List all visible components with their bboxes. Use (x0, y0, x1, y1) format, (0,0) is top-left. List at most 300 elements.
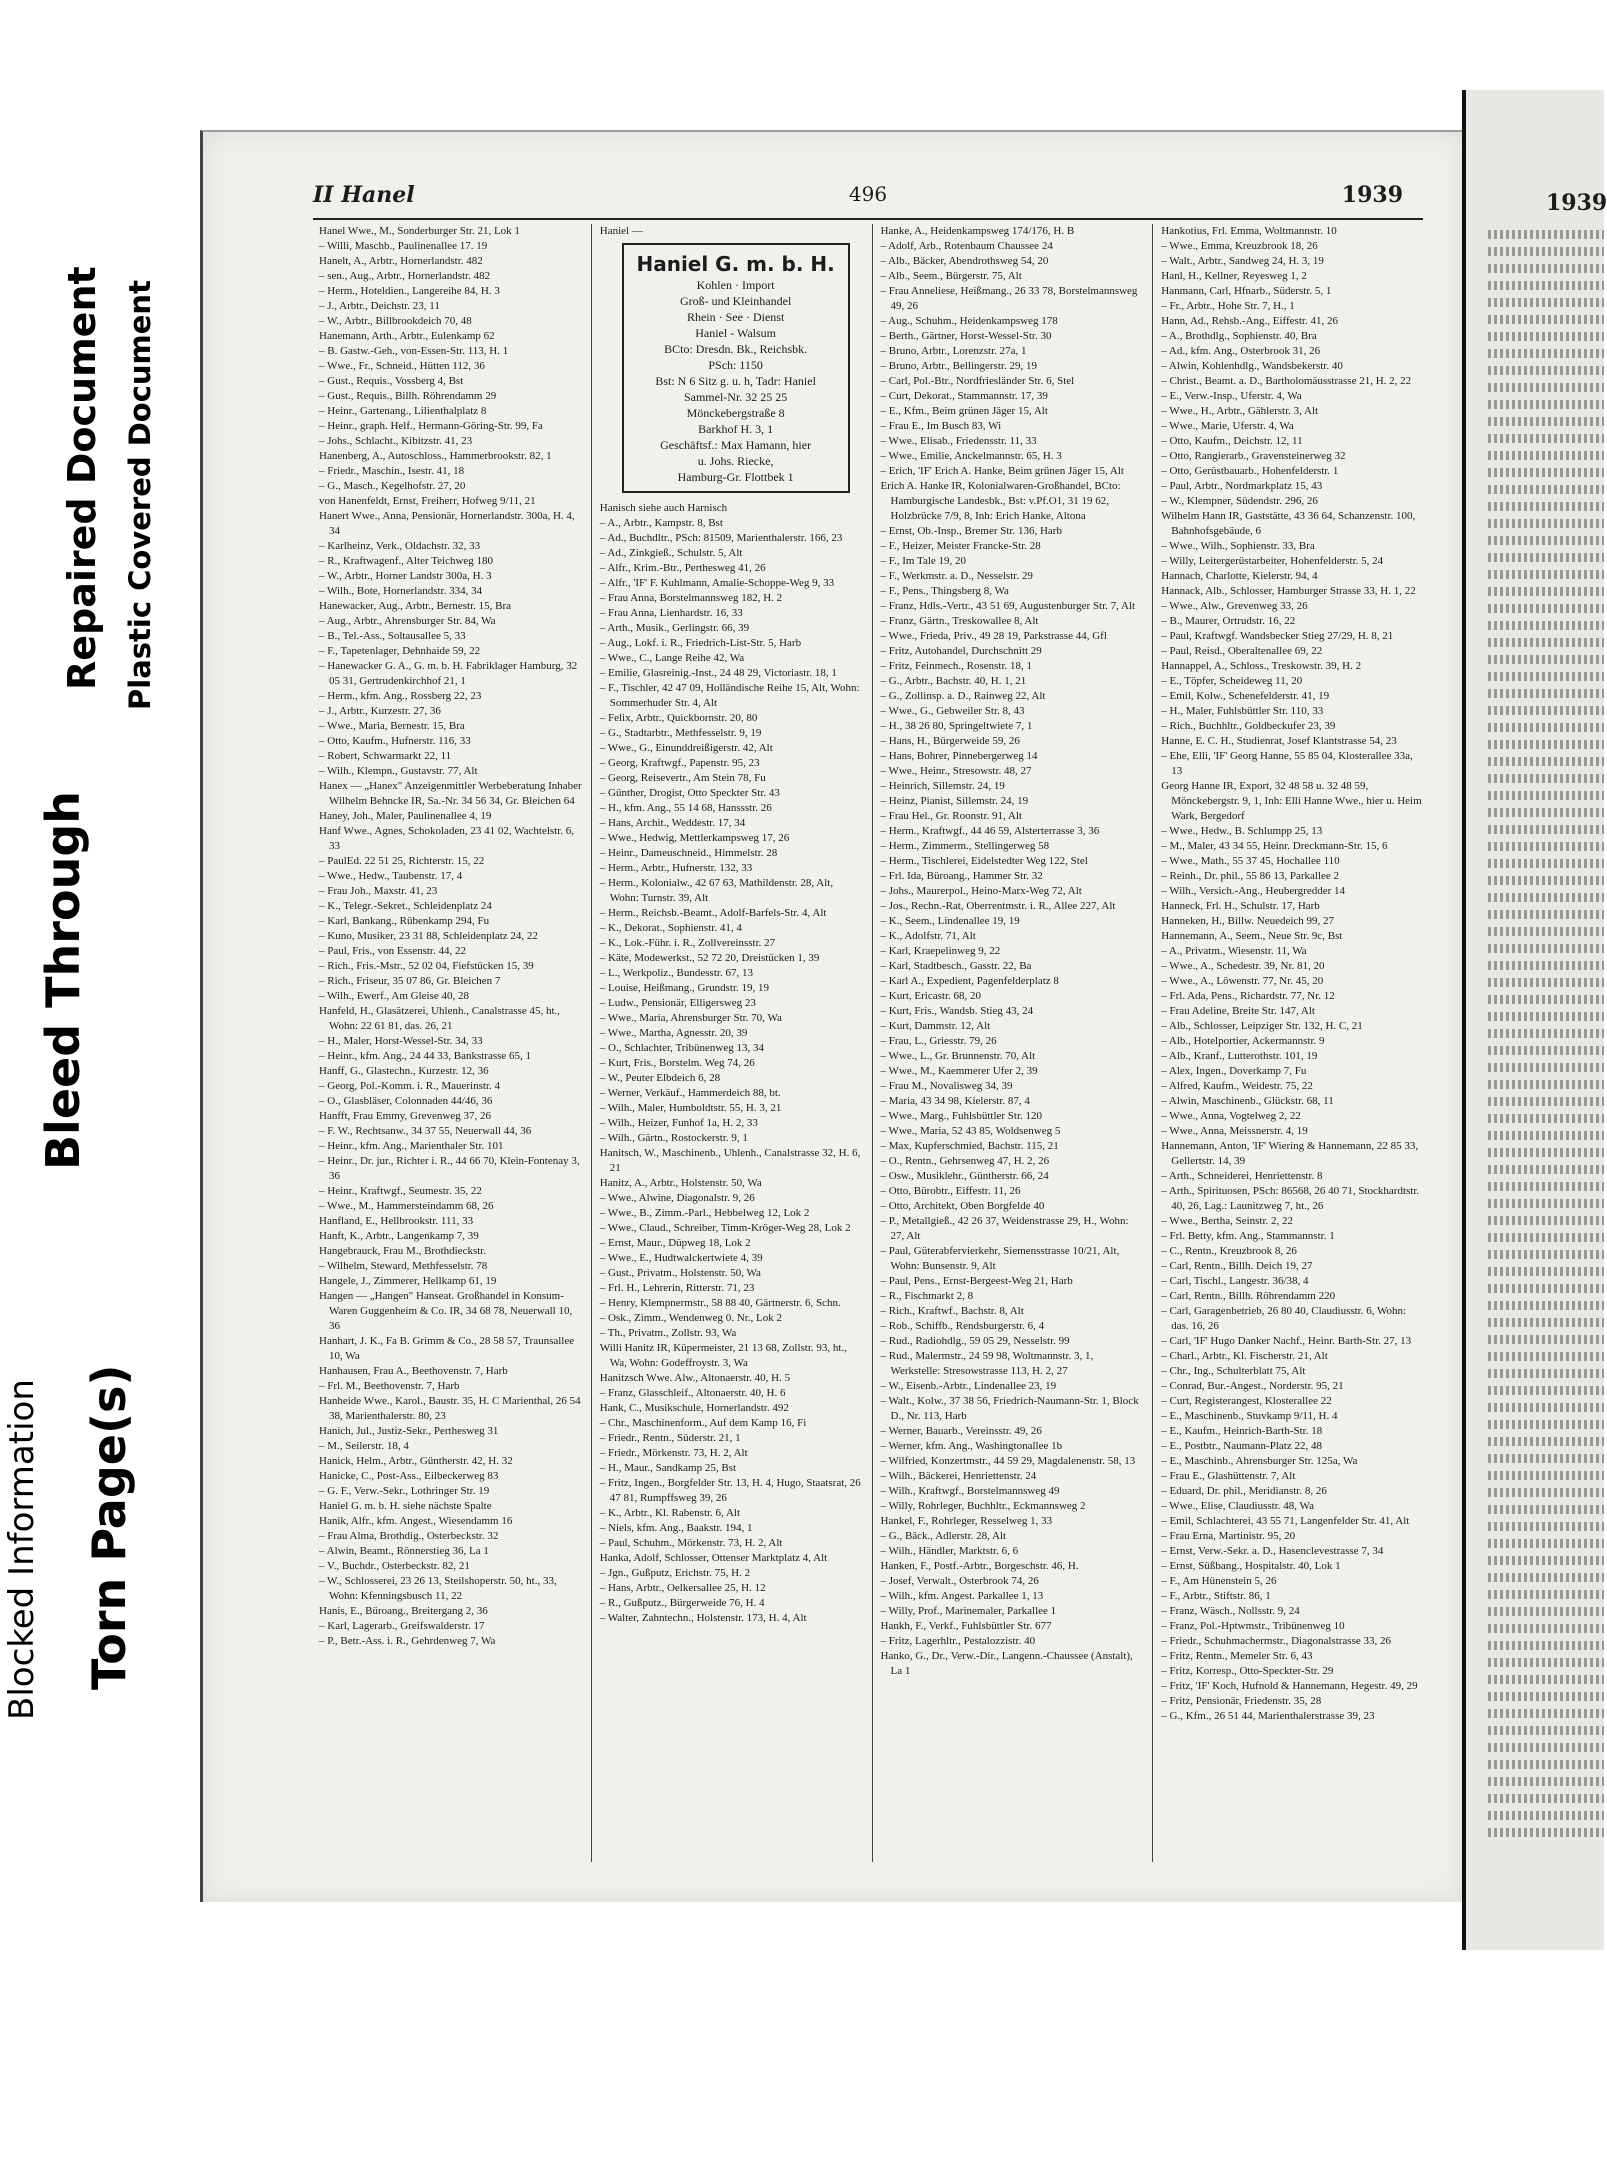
directory-entry: – Hans, Archit., Weddestr. 17, 34 (599, 817, 746, 829)
directory-entry: – B., Tel.-Ass., Soltausallee 5, 33 (319, 630, 466, 642)
side-labels (0, 220, 200, 2120)
adjacent-text-line (1488, 1488, 1604, 1497)
directory-entry: – G. F., Verw.-Sekr., Lothringer Str. 19 (319, 1485, 490, 1497)
directory-entry: – Bruno, Arbtr., Lorenzstr. 27a, 1 (880, 345, 1027, 357)
directory-entry: Hannemann, A., Seem., Neue Str. 9c, Bst (1161, 930, 1343, 942)
directory-entry: – Fritz, Pensionär, Friedenstr. 35, 28 (1161, 1695, 1322, 1707)
adjacent-text-line (1488, 230, 1604, 239)
directory-entry: – Osw., Musiklehr., Güntherstr. 66, 24 (880, 1170, 1049, 1182)
directory-entry: – G., Arbtr., Bachstr. 40, H. 1, 21 (880, 675, 1027, 687)
directory-entry: – Georg, Reisevertr., Am Stein 78, Fu (599, 772, 766, 784)
adjacent-text-line (1488, 672, 1604, 681)
directory-entry: – E., Postbtr., Naumann-Platz 22, 48 (1161, 1440, 1322, 1452)
directory-entry: – Otto, Kaufm., Deichstr. 12, 11 (1161, 435, 1303, 447)
directory-entry: – Wwe., Hedw., B. Schlumpp 25, 13 (1161, 825, 1323, 837)
directory-entry: – Fritz, Ingen., Borgfelder Str. 13, H. 4, Hugo, Staatsrat, 26 47 81, Rumpffsweg 39, 26 (599, 1477, 861, 1504)
directory-entry: – Alwin, Kohlenhdlg., Wandsbekerstr. 40 (1161, 360, 1343, 372)
adjacent-text-line (1488, 978, 1604, 987)
adjacent-text-line (1488, 689, 1604, 698)
directory-entry: – Wwe., Hedwig, Mettlerkampsweg 17, 26 (599, 832, 790, 844)
directory-entry: Hanex — „Hanex" Anzeigenmittler Werbeberatung Inhaber Wilhelm Behncke IR, Sa.-Nr. 34 56 34, Gr. Bleichen 64 (319, 780, 582, 807)
adjacent-text-line (1488, 961, 1604, 970)
directory-entry: – Aug., Lokf. i. R., Friedrich-List-Str. 5, Harb (599, 637, 802, 649)
directory-entry: – Frl. M., Beethovenstr. 7, Harb (319, 1380, 460, 1392)
directory-entry: – Heinz, Pianist, Sillemstr. 24, 19 (880, 795, 1029, 807)
directory-entry: – Wilh., Händler, Marktstr. 6, 6 (880, 1545, 1019, 1557)
directory-entry: – R., Kraftwagenf., Alter Teichweg 180 (319, 555, 494, 567)
directory-entry: Willi Hanitz IR, Küpermeister, 21 13 68, Zollstr. 93, ht., Wa, Wohn: Godeffroystr. 3, Wa (599, 1342, 847, 1369)
directory-entry: – Alb., Hotelportier, Ackermannstr. 9 (1161, 1035, 1325, 1047)
directory-entry: – V., Buchdr., Osterbeckstr. 82, 21 (319, 1560, 470, 1572)
directory-entry: Hanff, G., Glastechn., Kurzestr. 12, 36 (319, 1065, 489, 1077)
adjacent-text-line (1488, 366, 1604, 375)
adjacent-text-line (1488, 1216, 1604, 1225)
adjacent-text-line (1488, 842, 1604, 851)
directory-entry: – Herm., Tischlerei, Eidelstedter Weg 122, Stel (880, 855, 1088, 867)
directory-entry: – Alb., Bäcker, Abendrothsweg 54, 20 (880, 255, 1049, 267)
directory-entry: – M., Maler, 43 34 55, Heinr. Dreckmann-Str. 15, 6 (1161, 840, 1388, 852)
adjacent-text-line (1488, 740, 1604, 749)
adjacent-text-line (1488, 315, 1604, 324)
directory-entry: – Wwe., A., Schedestr. 39, Nr. 81, 20 (1161, 960, 1325, 972)
directory-entry: – Friedr., Schuhmachermstr., Diagonalstrasse 33, 26 (1161, 1635, 1391, 1647)
directory-entry: Hankh, F., Verkf., Fuhlsbüttler Str. 677 (880, 1620, 1052, 1632)
directory-entry: – K., Adolfstr. 71, Alt (880, 930, 976, 942)
directory-entry: – Hans, H., Bürgerweide 59, 26 (880, 735, 1020, 747)
adjacent-text-line (1488, 1318, 1604, 1327)
directory-entry: – F., Tischler, 42 47 09, Holländische Reihe 15, Alt, Wohn: Sommerhuder Str. 4, Alt (599, 682, 860, 709)
directory-entry: – H., 38 26 80, Springeltwiete 7, 1 (880, 720, 1033, 732)
directory-entry: – Frau Adeline, Breite Str. 147, Alt (1161, 1005, 1315, 1017)
directory-entry: – Heinr., Dameuschneid., Himmelstr. 28 (599, 847, 778, 859)
adjacent-text-line (1488, 910, 1604, 919)
directory-entry: – Georg, Kraftwgf., Papenstr. 95, 23 (599, 757, 760, 769)
directory-entry: – W., Arbtr., Horner Landstr 300a, H. 3 (319, 570, 492, 582)
directory-entry: – Johs., Maurerpol., Heino-Marx-Weg 72, Alt (880, 885, 1082, 897)
ad-line: BCto: Dresdn. Bk., Reichsbk. (664, 342, 808, 356)
directory-entry: Hann, Ad., Rehsb.-Ang., Eiffestr. 41, 26 (1161, 315, 1338, 327)
directory-entry: Hanelt, A., Arbtr., Hornerlandstr. 482 (319, 255, 483, 267)
directory-entry: – Wilh., Versich.-Ang., Heubergredder 14 (1161, 885, 1346, 897)
directory-entry: – Chr., Ing., Schulterblatt 75, Alt (1161, 1365, 1306, 1377)
directory-entry: – Reinh., Dr. phil., 55 86 13, Parkallee 2 (1161, 870, 1340, 882)
directory-entry: – Chr., Maschinenform., Auf dem Kamp 16, Fi (599, 1417, 807, 1429)
directory-entry: – Johs., Schlacht., Kibitzstr. 41, 23 (319, 435, 473, 447)
directory-entry: Hanemann, Arth., Arbtr., Eulenkamp 62 (319, 330, 495, 342)
directory-entry: – Felix, Arbtr., Quickbornstr. 20, 80 (599, 712, 758, 724)
adjacent-text-line (1488, 570, 1604, 579)
directory-entry: – L., Werkpoliz., Bundesstr. 67, 13 (599, 967, 753, 979)
directory-entry: – Aug., Schuhm., Heidenkampsweg 178 (880, 315, 1058, 327)
directory-entry: – W., Schlosserei, 23 26 13, Steilshoperstr. 50, ht., 33, Wohn: Kfenningsbusch 11, 22 (319, 1575, 557, 1602)
adjacent-text-line (1488, 1386, 1604, 1395)
directory-entry: – Wwe., Alw., Grevenweg 33, 26 (1161, 600, 1308, 612)
directory-entry: – Fr., Arbtr., Hohe Str. 7, H., 1 (1161, 300, 1295, 312)
directory-entry: – F., Im Tale 19, 20 (880, 555, 967, 567)
label-plastic-covered-document: Plastic Covered Document (123, 280, 157, 710)
directory-entry: – Frau E., Im Busch 83, Wi (880, 420, 1002, 432)
adjacent-text-line (1488, 553, 1604, 562)
directory-entry: – Karl A., Expedient, Pagenfelderplatz 8 (880, 975, 1059, 987)
directory-entry: – Rich., Buchhltr., Goldbeckufer 23, 39 (1161, 720, 1336, 732)
directory-entry: – K., Lok.-Führ. i. R., Zollvereinsstr. 27 (599, 937, 776, 949)
adjacent-text-line (1488, 1063, 1604, 1072)
ad-line: Mönckebergstraße 8 (686, 406, 785, 420)
adjacent-text-line (1488, 1641, 1604, 1650)
directory-entry: – G., Stadtarbtr., Methfesselstr. 9, 19 (599, 727, 762, 739)
directory-entry: – Wwe., Elise, Claudiusstr. 48, Wa (1161, 1500, 1314, 1512)
ad-line: Hamburg-Gr. Flottbek 1 (677, 470, 794, 484)
adjacent-text-line (1488, 349, 1604, 358)
directory-entry: – Frl. Ada, Pens., Richardstr. 77, Nr. 12 (1161, 990, 1335, 1002)
directory-entry: – Alfred, Kaufm., Weidestr. 75, 22 (1161, 1080, 1313, 1092)
adjacent-text-line (1488, 1437, 1604, 1446)
directory-entry: – Frau Alma, Brothdig., Osterbeckstr. 32 (319, 1530, 499, 1542)
adjacent-text-line (1488, 281, 1604, 290)
adjacent-text-line (1488, 1284, 1604, 1293)
directory-entry: – Ad., Buchdltr., PSch: 81509, Marienthalerstr. 166, 23 (599, 532, 843, 544)
adjacent-page-edge (1462, 90, 1607, 1950)
directory-entry: – Paul, Kraftwgf. Wandsbecker Stieg 27/29, H. 8, 21 (1161, 630, 1394, 642)
adjacent-text-line (1488, 1131, 1604, 1140)
directory-entry: Hanfeld, H., Glasätzerei, Uhlenh., Canalstrasse 45, ht., Wohn: 22 61 81, das. 26, 21 (319, 1005, 561, 1032)
directory-entry: – E., Verw.-Insp., Uferstr. 4, Wa (1161, 390, 1302, 402)
directory-entry: – F., Werkmstr. a. D., Nesselstr. 29 (880, 570, 1033, 582)
adjacent-text-line (1488, 1012, 1604, 1021)
directory-entry: – Frau Anneliese, Heißmang., 26 33 78, Borstelmannsweg 49, 26 (880, 285, 1138, 312)
column-2-heading: Haniel — (599, 225, 643, 237)
directory-entry: Hanick, Helm., Arbtr., Güntherstr. 42, H. 32 (319, 1455, 513, 1467)
directory-entry: – Frl. H., Lehrerin, Ritterstr. 71, 23 (599, 1282, 755, 1294)
directory-entry: – F., Tapetenlager, Dehnhaide 59, 22 (319, 645, 481, 657)
adjacent-text-line (1488, 1369, 1604, 1378)
adjacent-text-line (1488, 383, 1604, 392)
adjacent-text-line (1488, 1675, 1604, 1684)
directory-entry: – F., Heizer, Meister Francke-Str. 28 (880, 540, 1041, 552)
directory-entry: Hankotius, Frl. Emma, Woltmannstr. 10 (1161, 225, 1337, 237)
ad-line: Rhein · See · Dienst (686, 310, 785, 324)
directory-entry: – Wwe., Emilie, Anckelmannstr. 65, H. 3 (880, 450, 1062, 462)
directory-entry: – Arth., Musik., Gerlingstr. 66, 39 (599, 622, 750, 634)
directory-entry: – M., Seilerstr. 18, 4 (319, 1440, 409, 1452)
adjacent-text-line (1488, 876, 1604, 885)
adjacent-text-line (1488, 995, 1604, 1004)
directory-entry: – Wilh., Klempn., Gustavstr. 77, Alt (319, 765, 478, 777)
directory-entry: – Paul, Arbtr., Nordmarkplatz 15, 43 (1161, 480, 1323, 492)
directory-entry: Hanis, E., Büroang., Breitergang 2, 36 (319, 1605, 488, 1617)
directory-entry: Hanicke, C., Post-Ass., Eilbeckerweg 83 (319, 1470, 499, 1482)
directory-columns (311, 224, 1433, 1862)
directory-entry: – Aug., Arbtr., Ahrensburger Str. 84, Wa (319, 615, 496, 627)
directory-entry: Hanka, Adolf, Schlosser, Ottenser Marktplatz 4, Alt (599, 1552, 828, 1564)
directory-entry: – F., Arbtr., Stiftstr. 86, 1 (1161, 1590, 1271, 1602)
directory-entry: – Josef, Verwalt., Osterbrook 74, 26 (880, 1575, 1039, 1587)
directory-entry: – Wilh., Ewerf., Am Gleise 40, 28 (319, 990, 469, 1002)
directory-entry: – Rich., Fris.-Mstr., 52 02 04, Fiefstücken 15, 39 (319, 960, 534, 972)
section-heading: II Hanel (313, 182, 415, 208)
directory-entry: – Herm., Kolonialw., 42 67 63, Mathildenstr. 28, Alt, Wohn: Turnstr. 39, Alt (599, 877, 834, 904)
directory-entry: – Jos., Rechn.-Rat, Oberrentmstr. i. R., Allee 227, Alt (880, 900, 1116, 912)
directory-entry: Haniel G. m. b. H. siehe nächste Spalte (319, 1500, 492, 1512)
directory-entry: – Wwe., C., Lange Reihe 42, Wa (599, 652, 745, 664)
directory-entry: – Charl., Arbtr., Kl. Fischerstr. 21, Alt (1161, 1350, 1328, 1362)
adjacent-text-line (1488, 638, 1604, 647)
directory-entry: – Paul, Güterabfervierkehr, Siemensstrasse 10/21, Alt, Wohn: Bunsenstr. 9, Alt (880, 1245, 1120, 1272)
directory-entry: – K., Dekorat., Sophienstr. 41, 4 (599, 922, 742, 934)
directory-entry: – Wwe., Maria, 52 43 85, Woldsenweg 5 (880, 1125, 1061, 1137)
directory-entry: – Wwe., A., Löwenstr. 77, Nr. 45, 20 (1161, 975, 1324, 987)
directory-entry: Hannack, Alb., Schlosser, Hamburger Strasse 33, H. 1, 22 (1161, 585, 1416, 597)
adjacent-text-line (1488, 1114, 1604, 1123)
directory-entry: – Wwe., Fr., Schneid., Hütten 112, 36 (319, 360, 485, 372)
directory-entry: – Kurt, Ericastr. 68, 20 (880, 990, 982, 1002)
directory-entry: – Wwe., Alwine, Diagonalstr. 9, 26 (599, 1192, 755, 1204)
label-torn-pages: Torn Page(s) (82, 1364, 136, 1690)
directory-entry: – Heinr., kfm. Ang., Marienthaler Str. 101 (319, 1140, 504, 1152)
directory-entry: – Rich., Kraftwf., Bachstr. 8, Alt (880, 1305, 1024, 1317)
directory-entry: – G., Masch., Kegelhofstr. 27, 20 (319, 480, 466, 492)
directory-entry: Hanfland, E., Hellbrookstr. 111, 33 (319, 1215, 474, 1227)
directory-entry: – Heinrich, Sillemstr. 24, 19 (880, 780, 1005, 792)
directory-entry: – Friedr., Maschin., Isestr. 41, 18 (319, 465, 465, 477)
directory-entry: – R., Fischmarkt 2, 8 (880, 1290, 974, 1302)
directory-entry: – Carl, Pol.-Btr., Nordfriesländer Str. 6, Stel (880, 375, 1075, 387)
directory-entry: – Wwe., Wilh., Sophienstr. 33, Bra (1161, 540, 1315, 552)
directory-entry: – O., Schlachter, Tribünenweg 13, 34 (599, 1042, 764, 1054)
directory-entry: – Friedr., Rentn., Süderstr. 21, 1 (599, 1432, 741, 1444)
directory-entry: – B. Gastw.-Geh., von-Essen-Str. 113, H. 1 (319, 345, 509, 357)
scanned-page (200, 130, 1463, 1902)
directory-entry: – Wwe., G., Gebweiler Str. 8, 43 (880, 705, 1025, 717)
adjacent-text-line (1488, 1352, 1604, 1361)
ad-line: Groß- und Kleinhandel (679, 294, 792, 308)
directory-entry: – Wwe., L., Gr. Brunnenstr. 70, Alt (880, 1050, 1036, 1062)
adjacent-text-line (1488, 1199, 1604, 1208)
directory-entry: – Wwe., Heinr., Stresowstr. 48, 27 (880, 765, 1032, 777)
directory-entry: – E., Kaufm., Heinrich-Barth-Str. 18 (1161, 1425, 1323, 1437)
directory-entry: – Rud., Radiohdlg., 59 05 29, Nesselstr. 99 (880, 1335, 1070, 1347)
directory-entry: – Hanewacker G. A., G. m. b. H. Fabriklager Hamburg, 32 05 31, Gertrudenkirchhof 21, 1 (319, 660, 578, 687)
directory-entry: Hanich, Jul., Justiz-Sekr., Perthesweg 31 (319, 1425, 499, 1437)
adjacent-text-line (1488, 1301, 1604, 1310)
directory-entry: Hannach, Charlotte, Kielerstr. 94, 4 (1161, 570, 1318, 582)
directory-entry: – Wwe., B., Zimm.-Parl., Hebbelweg 12, Lok 2 (599, 1207, 810, 1219)
directory-entry: – Jgn., Gußputz, Erichstr. 75, H. 2 (599, 1567, 751, 1579)
directory-entry: – Wwe., Bertha, Seinstr. 2, 22 (1161, 1215, 1294, 1227)
directory-entry: – Frau Anna, Borstelmannsweg 182, H. 2 (599, 592, 783, 604)
directory-entry: – Otto, Rangierarb., Gravensteinerweg 32 (1161, 450, 1346, 462)
directory-entry: Hannemann, Anton, 'IF' Wiering & Hannemann, 22 85 33, Gellertstr. 14, 39 (1161, 1140, 1419, 1167)
directory-entry: – Frau Joh., Maxstr. 41, 23 (319, 885, 438, 897)
directory-entry: – Fritz, 'IF' Koch, Hufnold & Hannemann, Hegestr. 49, 29 (1161, 1680, 1418, 1692)
directory-entry: Hanert Wwe., Anna, Pensionär, Hornerlandstr. 300a, H. 4, 34 (319, 510, 575, 537)
ad-line: u. Johs. Riecke, (697, 454, 774, 468)
adjacent-text-line (1488, 485, 1604, 494)
directory-entry: – Curt, Registerangest, Klosterallee 22 (1161, 1395, 1332, 1407)
adjacent-text-line (1488, 1658, 1604, 1667)
directory-entry: – Fritz, Feinmech., Rosenstr. 18, 1 (880, 660, 1033, 672)
directory-entry: – Robert, Schwarmarkt 22, 11 (319, 750, 452, 762)
directory-entry: – Georg, Pol.-Komm. i. R., Mauerinstr. 4 (319, 1080, 500, 1092)
directory-entry: – Herm., Reichsb.-Beamt., Adolf-Barfels-Str. 4, Alt (599, 907, 827, 919)
adjacent-text-line (1488, 1335, 1604, 1344)
directory-entry: – Wwe., Marie, Uferstr. 4, Wa (1161, 420, 1294, 432)
directory-entry: Hanft, K., Arbtr., Langenkamp 7, 39 (319, 1230, 479, 1242)
directory-entry: – Wwe., M., Kaemmerer Ufer 2, 39 (880, 1065, 1038, 1077)
directory-entry: – A., Privatm., Wiesenstr. 11, Wa (1161, 945, 1307, 957)
ad-title: Haniel G. m. b. H. (636, 252, 835, 276)
adjacent-text-line (1488, 519, 1604, 528)
directory-entry: – Franz, Gärtn., Treskowallee 8, Alt (880, 615, 1039, 627)
adjacent-text-line (1488, 1726, 1604, 1735)
directory-entry: – H., kfm. Ang., 55 14 68, Hanssstr. 26 (599, 802, 772, 814)
adjacent-text-line (1488, 1165, 1604, 1174)
directory-entry: – Werner, kfm. Ang., Washingtonallee 1b (880, 1440, 1063, 1452)
adjacent-text-line (1488, 1709, 1604, 1718)
directory-entry: – A., Brothdlg., Sophienstr. 40, Bra (1161, 330, 1317, 342)
directory-entry: – Max, Kupferschmied, Bachstr. 115, 21 (880, 1140, 1059, 1152)
directory-entry: – K., Arbtr., Kl. Rabenstr. 6, Alt (599, 1507, 740, 1519)
directory-entry: – Paul, Reisd., Oberaltenallee 69, 22 (1161, 645, 1323, 657)
adjacent-text-line (1488, 1420, 1604, 1429)
page-number: 496 (848, 182, 888, 206)
directory-entry: – B., Maurer, Ortrudstr. 16, 22 (1161, 615, 1296, 627)
directory-entry: von Hanenfeldt, Ernst, Freiherr, Hofweg 9/11, 21 (319, 495, 536, 507)
directory-entry: Hanitsch, W., Maschinenb., Uhlenh., Canalstrasse 32, H. 6, 21 (599, 1147, 861, 1174)
directory-entry: Hanke, A., Heidenkampsweg 174/176, H. B (880, 225, 1075, 237)
directory-entry: – Willi, Maschb., Paulinenallee 17. 19 (319, 240, 488, 252)
directory-entry: – Herm., Kraftwgf., 44 46 59, Alsterterrasse 3, 36 (880, 825, 1100, 837)
directory-entry: – Emil, Kolw., Schenefelderstr. 41, 19 (1161, 690, 1330, 702)
directory-entry: – G., Kfm., 26 51 44, Marienthalerstrasse 39, 23 (1161, 1710, 1375, 1722)
ad-line: Geschäftsf.: Max Hamann, hier (660, 438, 812, 452)
directory-entry: – Wwe., Martha, Agnesstr. 20, 39 (599, 1027, 748, 1039)
adjacent-text-line (1488, 1233, 1604, 1242)
adjacent-text-line (1488, 1760, 1604, 1769)
directory-entry: Hanel Wwe., M., Sonderburger Str. 21, Lok 1 (319, 225, 520, 237)
directory-entry: – Conrad, Bur.-Angest., Norderstr. 95, 21 (1161, 1380, 1344, 1392)
adjacent-text-line (1488, 332, 1604, 341)
directory-entry: – Wwe., Math., 55 37 45, Hochallee 110 (1161, 855, 1340, 867)
directory-entry: – Wilh., kfm. Angest. Parkallee 1, 13 (880, 1590, 1044, 1602)
adjacent-text-line (1488, 1692, 1604, 1701)
directory-entry: – O., Glasbläser, Colonnaden 44/46, 36 (319, 1095, 493, 1107)
directory-entry: Hanitzsch Wwe. Alw., Altonaerstr. 40, H. 5 (599, 1372, 791, 1384)
directory-entry: – Wilhelm, Steward, Methfesselstr. 78 (319, 1260, 488, 1272)
adjacent-text-line (1488, 893, 1604, 902)
directory-entry: – F. W., Rechtsanw., 34 37 55, Neuerwall 44, 36 (319, 1125, 532, 1137)
adjacent-text-line (1488, 1624, 1604, 1633)
directory-entry: – W., Eisenb.-Arbtr., Lindenallee 23, 19 (880, 1380, 1057, 1392)
directory-entry: – E., Maschinb., Ahrensburger Str. 125a, Wa (1161, 1455, 1358, 1467)
directory-entry: Hanhausen, Frau A., Beethovenstr. 7, Harb (319, 1365, 508, 1377)
directory-entry: – Walt., Arbtr., Sandweg 24, H. 3, 19 (1161, 255, 1324, 267)
adjacent-text-line (1488, 1777, 1604, 1786)
directory-entry: – Ad., Zinkgieß., Schulstr. 5, Alt (599, 547, 743, 559)
directory-entry: Hanisch siehe auch Harnisch (599, 502, 728, 514)
directory-entry: Hanneken, H., Billw. Neuedeich 99, 27 (1161, 915, 1335, 927)
adjacent-text-line (1488, 621, 1604, 630)
directory-entry: Hanitz, A., Arbtr., Holstenstr. 50, Wa (599, 1177, 762, 1189)
directory-entry: – Wilh., Bäckerei, Henriettenstr. 24 (880, 1470, 1037, 1482)
directory-entry: – Carl, 'IF' Hugo Danker Nachf., Heinr. Barth-Str. 27, 13 (1161, 1335, 1412, 1347)
page-header (313, 182, 1423, 218)
directory-entry: – Karl, Kraepelinweg 9, 22 (880, 945, 1001, 957)
directory-entry: – H., Maler, Horst-Wessel-Str. 34, 33 (319, 1035, 483, 1047)
directory-entry: Hanik, Alfr., kfm. Angest., Wiesendamm 16 (319, 1515, 513, 1527)
directory-entry: – Herm., Hoteldien., Langereihe 84, H. 3 (319, 285, 500, 297)
directory-entry: – Wilh., Gärtn., Rostockerstr. 9, 1 (599, 1132, 748, 1144)
directory-entry: – Gust., Requis., Vossberg 4, Bst (319, 375, 464, 387)
adjacent-text-line (1488, 723, 1604, 732)
label-bleed-through: Bleed Through (36, 790, 90, 1170)
directory-entry: – Karl, Stadtbesch., Gasstr. 22, Ba (880, 960, 1032, 972)
directory-entry: – Niels, kfm. Ang., Baakstr. 194, 1 (599, 1522, 753, 1534)
directory-entry: – Alfr., Krim.-Btr., Perthesweg 41, 26 (599, 562, 766, 574)
directory-entry: – Hans, Bohrer, Pinnebergerweg 14 (880, 750, 1038, 762)
directory-entry: – Karl, Lagerarb., Greifswalderstr. 17 (319, 1620, 485, 1632)
adjacent-text-line (1488, 655, 1604, 664)
adjacent-text-line (1488, 264, 1604, 273)
label-blocked-information: Blocked Information (2, 1379, 42, 1720)
directory-entry: – Carl, Rentn., Billh. Deich 19, 27 (1161, 1260, 1313, 1272)
directory-entry: – Herm., Zimmerm., Stellingerweg 58 (880, 840, 1050, 852)
adjacent-text-line (1488, 1097, 1604, 1106)
directory-entry: – F., Am Hünenstein 5, 26 (1161, 1575, 1277, 1587)
directory-entry: – O., Rentn., Gehrsenweg 47, H. 2, 26 (880, 1155, 1050, 1167)
directory-entry: – H., Maler, Fuhlsbüttler Str. 110, 33 (1161, 705, 1324, 717)
directory-entry: – Wwe., Elisab., Friedensstr. 11, 33 (880, 435, 1037, 447)
directory-entry: – Karl, Bankang., Rübenkamp 294, Fu (319, 915, 490, 927)
adjacent-text-line (1488, 1539, 1604, 1548)
ad-line: Haniel - Walsum (695, 326, 777, 340)
adjacent-text-line (1488, 1403, 1604, 1412)
directory-entry: – Adolf, Arb., Rotenbaum Chaussee 24 (880, 240, 1053, 252)
directory-entry: – Paul, Schuhm., Mörkenstr. 73, H. 2, Alt (599, 1537, 783, 1549)
ad-line: Kohlen · Import (696, 278, 775, 292)
directory-entry: – W., Klempner, Südendstr. 296, 26 (1161, 495, 1318, 507)
directory-entry: – Ehe, Elli, 'IF' Georg Hanne, 55 85 04, Klosterallee 33a, 13 (1161, 750, 1413, 777)
directory-entry: – Ernst, Ob.-Insp., Bremer Str. 136, Harb (880, 525, 1062, 537)
directory-entry: – Willy, Rohrleger, Buchhltr., Eckmannsweg 2 (880, 1500, 1086, 1512)
directory-entry: – G., Zollinsp. a. D., Rainweg 22, Alt (880, 690, 1046, 702)
directory-entry: – Heinr., graph. Helf., Hermann-Göring-Str. 99, Fa (319, 420, 543, 432)
adjacent-text-line (1488, 400, 1604, 409)
directory-entry: – Henry, Klempnermstr., 58 88 40, Gärtnerstr. 6, Schn. (599, 1297, 841, 1309)
directory-entry: – Gust., Privatm., Holstenstr. 50, Wa (599, 1267, 761, 1279)
haniel-advertisement (622, 243, 850, 493)
column-2 (592, 224, 873, 1862)
directory-entry: – Wwe., Anna, Vogtelweg 2, 22 (1161, 1110, 1301, 1122)
directory-entry: – Paul, Pens., Ernst-Bergeest-Weg 21, Harb (880, 1275, 1073, 1287)
directory-entry: – Franz, Hdls.-Vertr., 43 51 69, Augustenburger Str. 7, Alt (880, 600, 1136, 612)
directory-entry: – Arth., Schneiderei, Henriettenstr. 8 (1161, 1170, 1323, 1182)
adjacent-text-line (1488, 1811, 1604, 1820)
directory-entry: – Willy, Prof., Marinemaler, Parkallee 1 (880, 1605, 1057, 1617)
directory-entry: – Fritz, Autohandel, Durchschnitt 29 (880, 645, 1042, 657)
directory-entry: – Alb., Kranf., Lutterothstr. 101, 19 (1161, 1050, 1318, 1062)
directory-entry: – Bruno, Arbtr., Bellingerstr. 29, 19 (880, 360, 1037, 372)
directory-entry: – Wwe., Emma, Kreuzbrook 18, 26 (1161, 240, 1318, 252)
adjacent-text-line (1488, 1556, 1604, 1565)
directory-entry: – Curt, Dekorat., Stammannstr. 17, 39 (880, 390, 1048, 402)
directory-entry: – Kuno, Musiker, 23 31 88, Schleidenplatz 24, 22 (319, 930, 538, 942)
directory-entry: – Frau Erna, Martinistr. 95, 20 (1161, 1530, 1296, 1542)
adjacent-text-line (1488, 1182, 1604, 1191)
directory-entry: – Wwe., Frieda, Priv., 49 28 19, Parkstrasse 44, Gfl (880, 630, 1107, 642)
directory-entry: – Günther, Drogist, Otto Speckter Str. 43 (599, 787, 780, 799)
ad-line: Bst: N 6 Sitz g. u. h, Tadr: Haniel (655, 374, 816, 388)
